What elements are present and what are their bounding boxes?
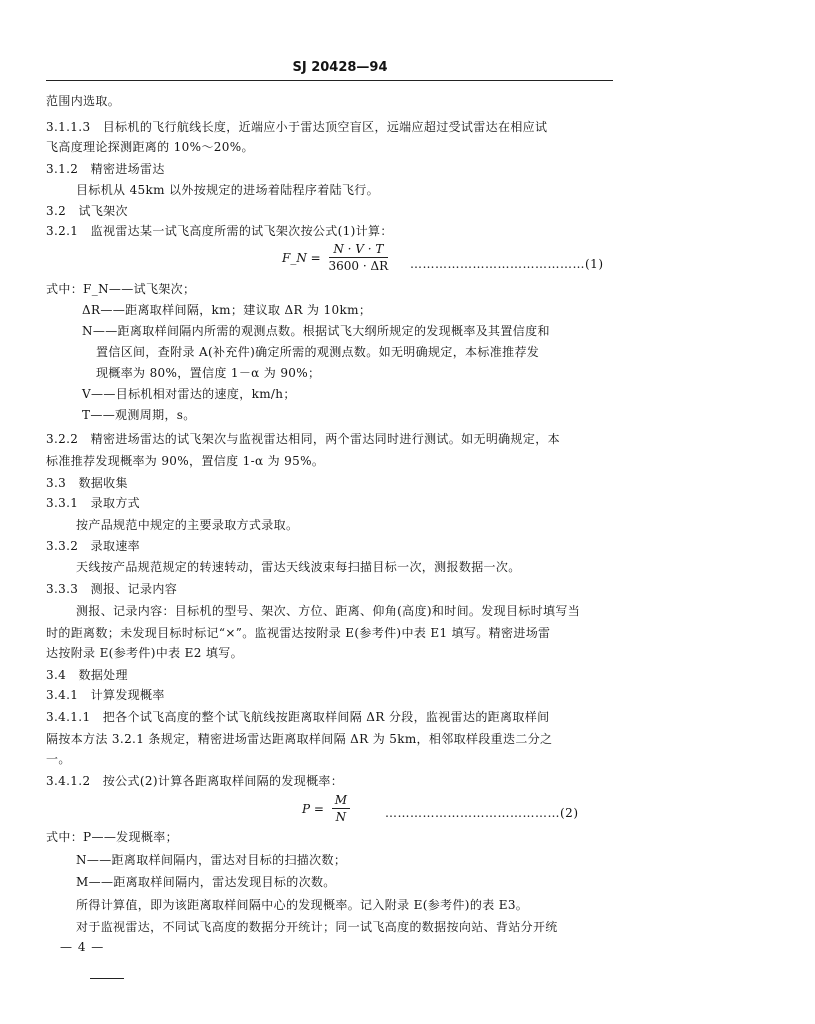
- text-line: 对于监视雷达，不同试飞高度的数据分开统计；同一试飞高度的数据按向站、背站分开统: [76, 920, 558, 934]
- text-line: 式中：F_N——试飞架次；: [46, 282, 196, 296]
- text-line: 置信区间，查附录 A(补充件)确定所需的观测点数。如无明确规定，本标准推荐发: [96, 345, 540, 359]
- section-3-2: 3.2 试飞架次: [46, 204, 128, 218]
- section-3-3: 3.3 数据收集: [46, 476, 128, 490]
- section-3-4: 3.4 数据处理: [46, 668, 128, 682]
- text-line: 一。: [46, 752, 71, 766]
- footer-rule: [90, 978, 124, 979]
- text-line: 按产品规范中规定的主要录取方式录取。: [76, 518, 299, 532]
- clause-3-1-1-3: 3.1.1.3 目标机的飞行航线长度，近端应小于雷达顶空盲区，远端应超过受试雷达在相应试: [46, 120, 548, 134]
- text-line: 达按附录 E(参考件)中表 E2 填写。: [46, 646, 243, 660]
- clause-3-3-2: 3.3.2 录取速率: [46, 539, 141, 553]
- text-line: 范围内选取。: [46, 94, 121, 108]
- text-line: 隔按本方法 3.2.1 条规定，精密进场雷达距离取样间隔 ΔR 为 5km，相邻取样段重迭二分之: [46, 732, 553, 746]
- text-line: M——距离取样间隔内，雷达发现目标的次数。: [76, 875, 336, 889]
- text-line: N——距离取样间隔内所需的观测点数。根据试飞大纲所规定的发现概率及其置信度和: [82, 324, 550, 338]
- clause-3-3-3: 3.3.3 测报、记录内容: [46, 582, 178, 596]
- formula-1-number: ……………………………………(1): [410, 257, 604, 271]
- formula-2: [302, 793, 350, 824]
- header-rule: [46, 80, 613, 81]
- page-number: — 4 —: [60, 940, 105, 954]
- text-line: T——观测周期，s。: [82, 408, 196, 422]
- formula-2-number: ……………………………………(2): [385, 806, 579, 820]
- text-line: 目标机从 45km 以外按规定的进场着陆程序着陆飞行。: [76, 183, 380, 197]
- text-line: 测报、记录内容：目标机的型号、架次、方位、距离、仰角(高度)和时间。发现目标时填写当: [76, 604, 581, 618]
- formula-1-denominator: 3600 · ΔR: [328, 259, 389, 273]
- text-line: 标准推荐发现概率为 90%，置信度 1-α 为 95%。: [46, 454, 325, 468]
- text-line: N——距离取样间隔内，雷达对目标的扫描次数；: [76, 853, 347, 867]
- page-header: SJ 20428—94: [292, 60, 388, 75]
- formula-1: [282, 242, 388, 273]
- formula-1-numerator: N · V · T: [329, 242, 389, 258]
- formula-2-fraction: [332, 793, 350, 824]
- clause-3-1-2: 3.1.2 精密进场雷达: [46, 162, 165, 176]
- clause-3-2-1: 3.2.1 监视雷达某一试飞高度所需的试飞架次按公式(1)计算：: [46, 224, 393, 238]
- clause-3-2-2: 3.2.2 精密进场雷达的试飞架次与监视雷达相同，两个雷达同时进行测试。如无明确规定，本: [46, 432, 560, 446]
- clause-3-4-1: 3.4.1 计算发现概率: [46, 688, 165, 702]
- formula-2-numerator: M: [332, 793, 350, 809]
- text-line: 所得计算值，即为该距离取样间隔中心的发现概率。记入附录 E(参考件)的表 E3。: [76, 898, 529, 912]
- text-line: 现概率为 80%，置信度 1－α 为 90%；: [96, 366, 321, 380]
- text-line: ΔR——距离取样间隔，km；建议取 ΔR 为 10km；: [82, 303, 372, 317]
- text-line: 飞高度理论探测距离的 10%～20%。: [46, 140, 254, 154]
- text-line: 式中：P——发现概率；: [46, 830, 178, 844]
- formula-1-lhs: F_N =: [282, 250, 321, 265]
- text-line: V——目标机相对雷达的速度，km/h；: [82, 387, 296, 401]
- text-line: 天线按产品规范规定的转速转动，雷达天线波束每扫描目标一次，测报数据一次。: [76, 560, 521, 574]
- formula-1-fraction: [329, 242, 389, 273]
- clause-3-3-1: 3.3.1 录取方式: [46, 496, 141, 510]
- formula-2-denominator: N: [335, 810, 347, 824]
- text-line: 时的距离数；未发现目标时标记“×”。监视雷达按附录 E(参考件)中表 E1 填写。精密进场雷: [46, 626, 551, 640]
- clause-3-4-1-1: 3.4.1.1 把各个试飞高度的整个试飞航线按距离取样间隔 ΔR 分段，监视雷达的距离取样间: [46, 710, 550, 724]
- clause-3-4-1-2: 3.4.1.2 按公式(2)计算各距离取样间隔的发现概率：: [46, 774, 344, 788]
- formula-2-lhs: P =: [302, 801, 324, 816]
